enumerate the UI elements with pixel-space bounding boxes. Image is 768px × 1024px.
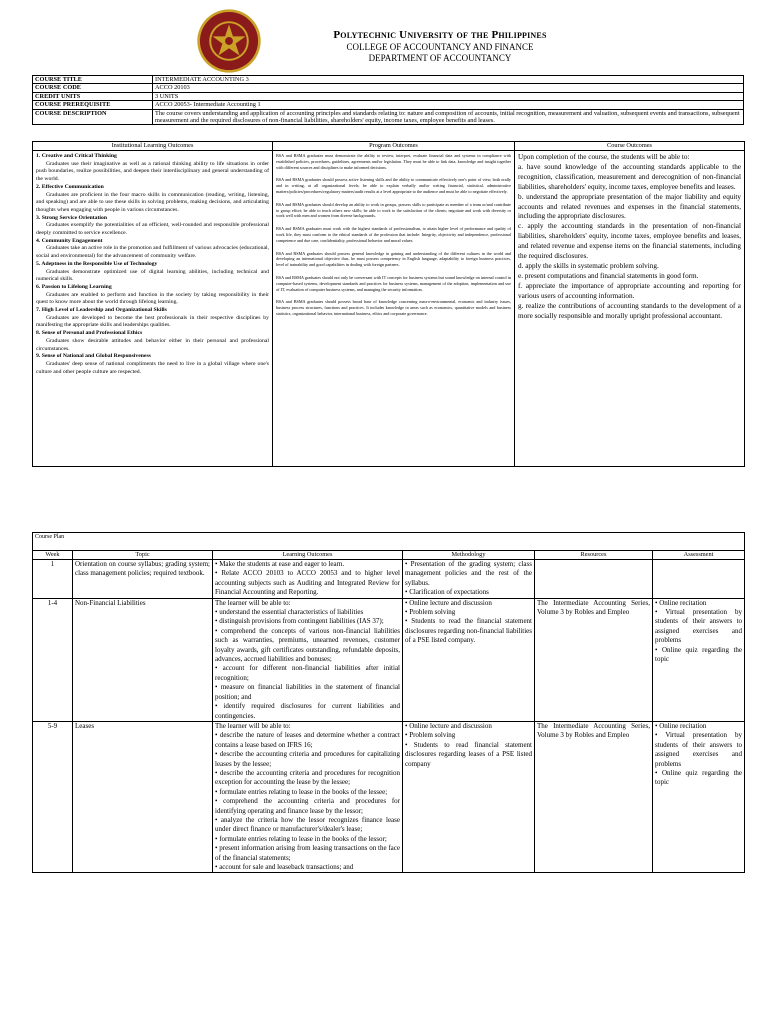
ilo-desc: Graduates' deep sense of national compliments the need to live in a global village where one's culture and other people culture are respected.: [36, 360, 269, 375]
week-cell: 5-9: [33, 721, 73, 873]
outcomes-table: [32, 141, 745, 467]
table-header-row: [33, 551, 745, 560]
column-header: Course Outcomes: [515, 142, 745, 151]
table-row: [33, 109, 744, 125]
resources-cell: [535, 560, 653, 599]
info-label: COURSE PREREQUISITE: [33, 101, 153, 109]
program-outcome: BSA and BSMA graduates must work with the highest standards of professionalism, to attain higher level of performance and quality of work life, they must conform to the ethical standards of the profession that include: Integrity, objectivity and independence, professional competence and due care, confidentiality, professional behavior and moral values.: [276, 226, 511, 243]
ilo-desc: Graduates are developed to become the best professionals in their respective disciplines by manifesting the appropriate skills and leaderships qualities.: [36, 314, 269, 329]
week-cell: 1-4: [33, 598, 73, 721]
ilo-desc: Graduates demonstrate optimized use of digital learning abilities, including technical and numerical skills.: [36, 268, 269, 283]
info-value: ACCO 20103: [153, 84, 744, 92]
assessment-item: • Online recitation: [655, 598, 707, 607]
methodology-item: • Presentation of the grading system; class management policies and the rest of the syllabus.: [405, 560, 532, 587]
ilo-title: 8. Sense of Personal and Professional Ethics: [36, 330, 143, 337]
outcome-item: The learner will be able to:: [215, 721, 291, 730]
topic-cell: Orientation on course syllabus; grading system; class management policies; required textbook.: [73, 560, 213, 599]
assessment-item: • Virtual presentation by students of their answers to assigned exercises and problems: [655, 731, 743, 768]
resources-cell: The Intermediate Accounting Series, Volume 3 by Robles and Empleo: [535, 598, 653, 721]
program-outcomes-list: [273, 151, 515, 467]
assessment-cell: [653, 598, 745, 721]
info-label: COURSE DESCRIPTION: [33, 109, 153, 125]
pup-seal-icon: [196, 8, 262, 74]
methodology-item: • Online lecture and discussion: [405, 721, 492, 730]
ilo-desc: Graduates use their imaginative as well as a rational thinking ability to life situations in order push boundaries, realize possibilities, and deepen their interdisciplinary and general understanding of the world.: [36, 160, 269, 183]
learning-outcomes-cell: [213, 560, 403, 599]
info-value: ACCO 20053- Intermediate Accounting 1: [153, 101, 744, 109]
outcome-item: • describe the accounting criteria and procedures for recognition exception for accounting the lease by the lessee;: [215, 768, 400, 787]
column-header: Resources: [535, 551, 653, 560]
program-outcome: BSA and BSMA graduates must demonstrate the ability to review, interpret, evaluate financial data and systems in compliance with established policies, procedures, guidelines, agreements and/or legislation. They must be able to link data, knowledge and insight together with different sources and disciplines to make informed decisions.: [276, 153, 511, 170]
methodology-item: • Clarification of expectations: [405, 588, 489, 597]
topic-cell: Non-Financial Liabilities: [73, 598, 213, 721]
info-label: COURSE CODE: [33, 84, 153, 92]
course-info-table: [32, 75, 744, 125]
course-outcomes-list: [515, 151, 745, 467]
methodology-item: • Online lecture and discussion: [405, 598, 492, 607]
learning-outcomes-cell: [213, 598, 403, 721]
week-cell: 1: [33, 560, 73, 599]
course-plan-caption: Course Plan: [33, 533, 745, 551]
methodology-item: • Problem solving: [405, 608, 456, 617]
document-header: [300, 30, 580, 65]
column-header: Week: [33, 551, 73, 560]
outcome-item: • describe the accounting criteria and procedures for capitalizing leases by the lessee;: [215, 750, 400, 768]
course-outcome: e. present computations and financial statements in good form.: [518, 271, 699, 280]
assessment-item: • Online quiz regarding the topic: [655, 645, 743, 664]
program-outcome: BSA and BSMA graduates should possess active listening skills and the ability to communicate effectively one's point of view, both orally and in writing, at all organizational levels; be able to explain verbally and/or writing financial, statistical, administrative matters/policies/procedures/regulatory matters/audit results at a level appropriate to the audience and must be able to negotiate effectively.: [276, 177, 511, 194]
column-header: Institutional Learning Outcomes: [33, 142, 273, 151]
methodology-cell: [403, 560, 535, 599]
table-row: [33, 151, 745, 467]
program-outcome: BSA and BSMA graduates should possess general knowledge in gaining and understanding of the different cultures in the world and developing an international objective thus, he must possess competency in English language, adaptability to foreign business practices, level of trainability and good capabilities in dealing with foreign partners.: [276, 250, 511, 268]
department-name: DEPARTMENT OF ACCOUNTANCY: [368, 53, 512, 63]
outcome-item: • distinguish provisions from contingent liabilities (IAS 37);: [215, 617, 384, 626]
outcome-item: • account for sale and leaseback transactions; and: [215, 863, 354, 871]
outcome-item: • formulate entries relating to lease in the books of the lessor;: [215, 834, 387, 843]
course-outcome: b. understand the appropriate presentation of the major liability and equity accounts and related revenues and expenses in the financial statements, including the appropriate disclosures.: [518, 192, 741, 221]
methodology-item: • Problem solving: [405, 731, 456, 740]
outcome-item: • Relate ACCO 20103 to ACCO 20053 and to higher level accounting subjects such as Auditing and Integrated Review for Financial Accounting and Reporting.: [215, 569, 400, 597]
resources-cell: The Intermediate Accounting Series, Volume 3 by Robles and Empleo: [535, 721, 653, 873]
ilo-desc: Graduates take an active role in the promotion and fulfillment of various advocacies (educational, social and environmental) for the advancement of community welfare.: [36, 245, 269, 260]
info-value: 3 UNITS: [153, 92, 744, 100]
table-row: [33, 560, 745, 599]
ilo-title: 2. Effective Communication: [36, 183, 104, 190]
ilo-title: 4. Community Engagement: [36, 237, 103, 244]
ilo-desc: Graduates are enabled to perform and function in the society by taking responsibility in their quest to know more about the world through lifelong learning.: [36, 291, 269, 306]
assessment-cell: [653, 560, 745, 599]
assessment-item: • Online quiz regarding the topic: [655, 768, 743, 787]
info-label: CREDIT UNITS: [33, 92, 153, 100]
topic-cell: Leases: [73, 721, 213, 873]
table-header-row: [33, 142, 745, 151]
assessment-cell: [653, 721, 745, 873]
ilo-title: 9. Sense of National and Global Responsiveness: [36, 353, 151, 360]
column-header: Learning Outcomes: [213, 551, 403, 560]
ilo-list: [33, 151, 273, 467]
ilo-title: 3. Strong Service Orientation: [36, 214, 107, 221]
outcome-item: • identify required disclosures for current liabilities and contingencies.: [215, 702, 400, 720]
course-outcome: f. appreciate the importance of appropriate accounting and reporting for various users of accounting information.: [518, 281, 741, 300]
outcome-item: • comprehend the concepts of various non-financial liabilities such as warranties, premiums, unearned revenues, customer loyalty awards, gift certificates outstanding, refundable deposits, advances, accrued liabilities and bonuses;: [215, 626, 400, 664]
column-header: Program Outcomes: [273, 142, 515, 151]
ilo-title: 6. Passion to Lifelong Learning: [36, 283, 112, 290]
course-outcome: a. have sound knowledge of the accounting standards applicable to the recognition, classification, measurement and derecognition of non-financial liabilities, shareholders' equity, income taxes, employee benefits and leases.: [518, 162, 741, 191]
table-row: [33, 92, 744, 100]
program-outcome: BSA and BSMA graduates should possess broad base of knowledge concerning macro-environmental, economic and industry issues, business process structures, functions and practices. It includes knowledge in areas such as economics, quantitative models and business statistics, organizational behavior, international business, ethics and corporate governance.: [276, 299, 511, 316]
table-row: [33, 101, 744, 109]
outcome-item: • describe the nature of leases and determine whether a contract contains a lease based on IFRS 16;: [215, 731, 400, 749]
course-outcomes-intro: Upon completion of the course, the students will be able to:: [518, 153, 690, 161]
column-header: Assessment: [653, 551, 745, 560]
ilo-desc: Graduates are proficient in the four macro skills in communication (reading, writing, listening, and speaking) and are able to use these skills in solving problems, making decisions, and articulating thoughts when engaging with people in various circumstances.: [36, 191, 269, 213]
info-value: The course covers understanding and application of accounting principles and standards relating to: nature and composition of accounts, initial recognition, measurement and valuation, subsequent events and transactions, subsequent measurement and the required disclosures of non-financial liabilities, shareholders' equity, income taxes, employee benefits and leases.: [153, 109, 744, 125]
table-row: [33, 84, 744, 92]
outcome-item: • account for different non-financial liabilities after initial recognition;: [215, 664, 400, 682]
ilo-desc: Graduates exemplify the potentialities of an efficient, well-rounded and responsible professional deeply committed to service excellence.: [36, 222, 269, 237]
outcome-item: The learner will be able to:: [215, 598, 291, 607]
methodology-cell: [403, 598, 535, 721]
learning-outcomes-cell: [213, 721, 403, 873]
course-outcome: c. apply the accounting standards in the presentation of non-financial liabilities, shareholders' equity, income taxes, employee benefits and leases, and related revenue and expense items on the financial statements, including the required disclosures.: [518, 222, 741, 261]
outcome-item: • measure on financial liabilities in the statement of financial position; and: [215, 683, 400, 701]
table-row: [33, 721, 745, 873]
methodology-item: • Students to read financial statement disclosures regarding leases of a PSE listed company: [405, 740, 532, 768]
university-name: Polytechnic University of the Philippines: [333, 29, 547, 41]
methodology-cell: [403, 721, 535, 873]
methodology-item: • Students to read the financial statement disclosures regarding non-financial liabilities of a PSE listed company.: [405, 617, 532, 645]
assessment-item: • Online recitation: [655, 721, 707, 730]
outcome-item: • present information arising from leasing transactions on the face of the financial statements;: [215, 844, 400, 862]
program-outcome: BSA and BSMA graduates should develop an ability to work in groups, possess skills to participate as member of a team or/and contribute to group effort; be able to teach others new skills; be able to work to the satisfaction of the clients; negotiate and work with diversity or work well with men and women from diverse backgrounds.: [276, 201, 511, 219]
outcome-item: • comprehend the accounting criteria and procedures for identifying operating and finance lease by the lessor;: [215, 797, 400, 815]
ilo-title: 7. High Level of Leadership and Organizational Skills: [36, 307, 167, 314]
column-header: Methodology: [403, 551, 535, 560]
column-header: Topic: [73, 551, 213, 560]
outcome-item: • Make the students at ease and eager to learn.: [215, 560, 345, 568]
ilo-title: 1. Creative and Critical Thinking: [36, 153, 117, 159]
college-name: COLLEGE OF ACCOUNTANCY AND FINANCE: [346, 41, 534, 52]
course-outcome: g. realize the contributions of accounting standards to the development of a more socially responsible and morally upright professional accountant.: [518, 301, 741, 320]
outcome-item: • formulate entries relating to lease in the books of the lessee;: [215, 787, 388, 796]
program-outcome: BSA and BSMA graduates should not only be conversant with IT concepts for business systems but sound knowledge on internal control in computer-based systems, development standards and practices for business systems, management of the adoption, implementation and use of IT, evaluation of computer business systems, and managing the security information.: [276, 274, 511, 292]
table-row: [33, 76, 744, 84]
table-row: [33, 598, 745, 721]
course-outcome: d. apply the skills in systematic problem solving.: [518, 261, 659, 270]
ilo-title: 5. Adeptness in the Responsible Use of Technology: [36, 260, 158, 267]
assessment-item: • Virtual presentation by students of their answers to assigned exercises and problems: [655, 608, 743, 645]
outcome-item: • understand the essential characteristics of liabilities: [215, 608, 364, 617]
info-label: COURSE TITLE: [33, 76, 153, 84]
course-plan-table: [32, 532, 745, 873]
ilo-desc: Graduates show desirable attitudes and behavior either in their personal and professional circumstances.: [36, 337, 269, 352]
outcome-item: • analyze the criteria how the lessor recognizes finance lease under direct finance or manufacturer's/dealer's lease;: [215, 815, 400, 834]
table-row: [33, 533, 745, 551]
info-value: INTERMEDIATE ACCOUNTING 3: [153, 76, 744, 84]
